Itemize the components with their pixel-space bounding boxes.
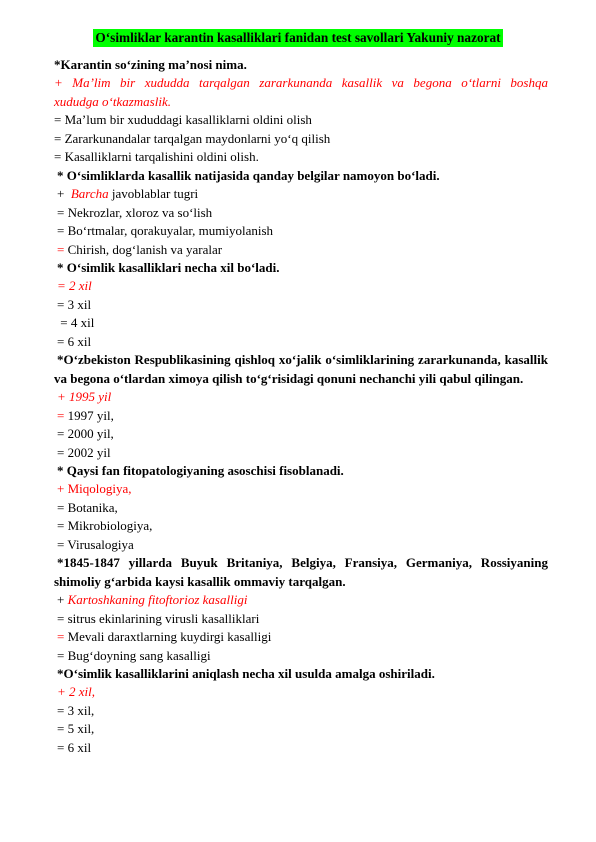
test-content: [54, 56, 548, 757]
answer-4-option: = 2002 yil: [57, 444, 111, 460]
question-2: * O‘simliklarda kasallik natijasida qanday belgilar namoyon bo‘ladi.: [57, 167, 440, 183]
answer-6-option: = sitrus ekinlarining virusli kasalliklari: [57, 610, 260, 626]
answer-1-correct-line1: + Ma’lim bir xududda tarqalgan zararkunanda kasallik va begona o‘tlarni boshqa: [54, 75, 548, 91]
answer-2-option: = Bo‘rtmalar, qorakuyalar, mumiyolanish: [57, 223, 274, 239]
answer-5-option: = Botanika,: [57, 499, 118, 515]
answer-text: javoblablar tugri: [108, 186, 199, 202]
answer-1-option: = Kasalliklarni tarqalishini oldini olish.: [54, 149, 259, 165]
answer-1-correct-line2: xududga o‘tkazmaslik.: [54, 93, 171, 109]
question-7: *O‘simlik kasalliklarini aniqlash necha xil usulda amalga oshiriladi.: [57, 665, 435, 681]
answer-text: Chirish, dog‘lanish va yaralar: [64, 241, 223, 257]
answer-marker: +: [57, 186, 65, 202]
answer-highlight: Barcha: [70, 186, 109, 202]
question-5: * Qaysi fan fitopatologiyaning asoschisi fisoblanadi.: [57, 462, 344, 478]
answer-4-option: [54, 407, 548, 425]
answer-5-correct: + Miqologiya,: [57, 481, 132, 497]
answer-3-option: = 6 xil: [57, 333, 92, 349]
answer-2-correct: [54, 185, 548, 203]
answer-4-correct: + 1995 yil: [57, 389, 112, 405]
answer-1-option: = Zararkunandalar tarqalgan maydonlarni yo‘q qilish: [54, 130, 331, 146]
answer-marker: =: [57, 407, 65, 423]
title-container: [0, 29, 596, 47]
answer-marker: +: [57, 592, 68, 608]
answer-7-correct: + 2 xil,: [57, 684, 96, 700]
page-title: O‘simliklar karantin kasalliklari fanidan test savollari Yakuniy nazorat: [95, 30, 501, 45]
answer-6-correct: [54, 591, 548, 609]
answer-3-correct: = 2 xil: [57, 278, 92, 294]
answer-6-option: = Bug‘doyning sang kasalligi: [57, 647, 211, 663]
answer-1-option: = Ma’lum bir xududdagi kasalliklarni oldini olish: [54, 112, 312, 128]
answer-text: 1997 yil,: [64, 407, 114, 423]
answer-7-option: = 5 xil,: [57, 721, 95, 737]
answer-5-option: = Virusalogiya: [57, 536, 134, 552]
answer-3-option: = 4 xil: [57, 315, 95, 331]
answer-2-option: = Nekrozlar, xloroz va so‘lish: [57, 204, 213, 220]
answer-marker: =: [57, 629, 65, 645]
question-1: *Karantin so‘zining ma’nosi nima.: [54, 57, 247, 72]
answer-7-option: = 6 xil: [57, 739, 92, 755]
answer-7-option: = 3 xil,: [57, 702, 95, 718]
answer-6-option: [54, 628, 548, 646]
answer-marker: =: [57, 241, 65, 257]
answer-5-option: = Mikrobiologiya,: [57, 518, 153, 534]
question-3: * O‘simlik kasalliklari necha xil bo‘ladi.: [57, 259, 280, 275]
answer-text: Mevali daraxtlarning kuydirgi kasalligi: [64, 629, 272, 645]
answer-highlight: Kartoshkaning fitoftorioz kasalligi: [67, 592, 248, 608]
answer-2-option: [54, 241, 548, 259]
question-4: *O‘zbekiston Respublikasining qishloq xo‘jalik o‘simliklarining zararkunanda, kasallik va begona o‘tlardan ximoya qilish to‘g‘risidagi qonuni nechanchi yili qabul qilingan.: [54, 352, 548, 386]
answer-3-option: = 3 xil: [57, 296, 92, 312]
answer-4-option: = 2000 yil,: [57, 426, 114, 442]
question-6: *1845-1847 yillarda Buyuk Britaniya, Belgiya, Fransiya, Germaniya, Rossiyaning shimoliy g‘arbida kaysi kasallik ommaviy tarqalgan.: [54, 555, 548, 589]
